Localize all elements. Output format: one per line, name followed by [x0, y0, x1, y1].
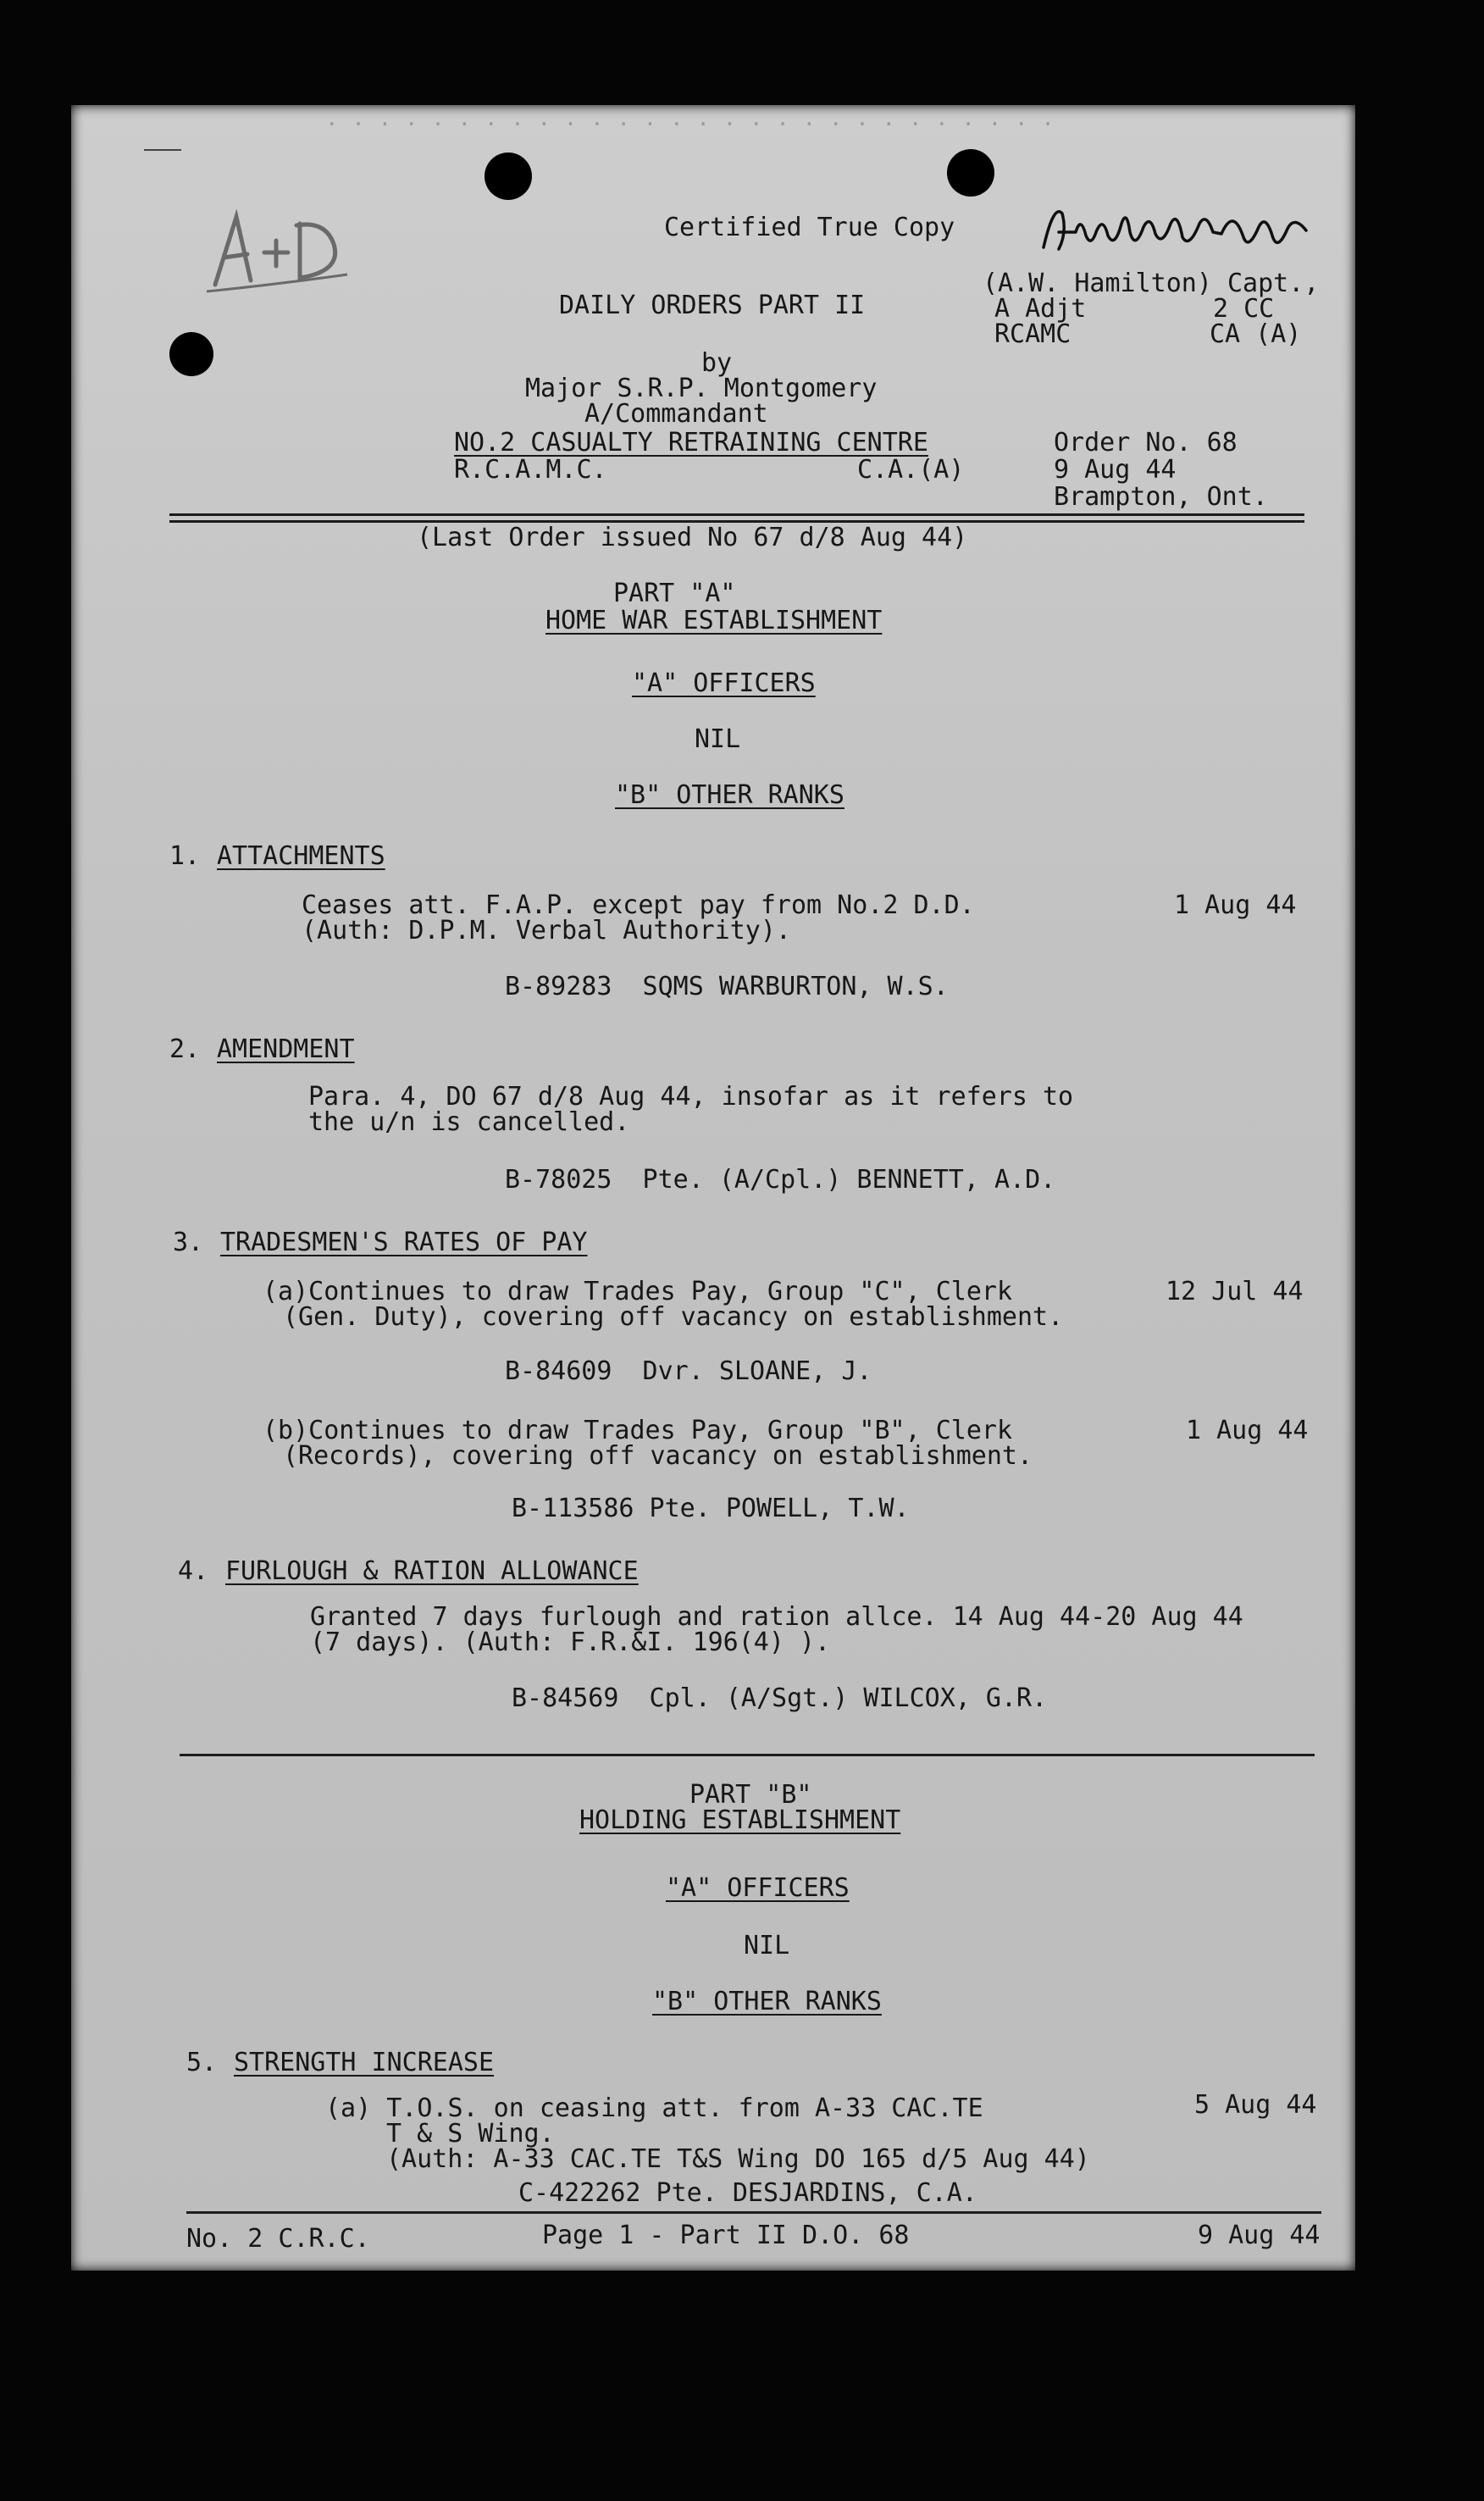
unit-abbr: R.C.A.M.C. — [454, 455, 607, 485]
part-a-officers: "A" OFFICERS — [632, 668, 816, 698]
officer-role: A/Commandant — [584, 399, 768, 429]
part-divider — [180, 1754, 1315, 1756]
soldier-entry: B-78025 Pte. (A/Cpl.) BENNETT, A.D. — [505, 1165, 1056, 1195]
soldier-entry: B-113586 Pte. POWELL, T.W. — [512, 1494, 910, 1523]
effective-date: 1 Aug 44 — [1186, 1416, 1309, 1445]
punch-hole — [485, 152, 532, 200]
document-page — [71, 105, 1355, 2271]
section-text: (Gen. Duty), covering off vacancy on establishment. — [283, 1302, 1064, 1332]
section-text: Para. 4, DO 67 d/8 Aug 44, insofar as it refers to — [308, 1082, 1074, 1112]
by-label: by — [701, 348, 733, 378]
adjutant-ca: CA (A) — [1210, 319, 1302, 349]
effective-date: 12 Jul 44 — [1166, 1277, 1304, 1306]
last-order-note: (Last Order issued No 67 d/8 Aug 44) — [417, 523, 968, 552]
adjutant-name: (A.W. Hamilton) Capt., — [983, 269, 1320, 298]
part-b-officers: "A" OFFICERS — [666, 1873, 850, 1903]
footer-date: 9 Aug 44 — [1198, 2221, 1321, 2250]
section-number: 4. — [178, 1556, 209, 1586]
part-a-other-ranks: "B" OTHER RANKS — [615, 780, 844, 810]
order-number: Order No. 68 — [1054, 428, 1238, 458]
punch-hole — [947, 149, 994, 197]
unit-ca: C.A.(A) — [857, 455, 965, 485]
unit-name: NO.2 CASUALTY RETRAINING CENTRE — [454, 428, 928, 458]
certified-label: Certified True Copy — [664, 213, 955, 242]
section-title-strength: STRENGTH INCREASE — [234, 2048, 495, 2077]
section-title-furlough: FURLOUGH & RATION ALLOWANCE — [225, 1556, 639, 1586]
effective-date: 1 Aug 44 — [1174, 890, 1297, 920]
section-text: (a) T.O.S. on ceasing att. from A-33 CAC.TE — [325, 2093, 983, 2123]
soldier-entry: B-89283 SQMS WARBURTON, W.S. — [505, 972, 949, 1001]
footer-page: Page 1 - Part II D.O. 68 — [542, 2221, 910, 2250]
section-text: the u/n is cancelled. — [308, 1107, 630, 1137]
footer-unit: No. 2 C.R.C. — [186, 2224, 370, 2254]
document-title: DAILY ORDERS PART II — [559, 291, 866, 320]
section-title-tradesmen: TRADESMEN'S RATES OF PAY — [220, 1228, 588, 1257]
soldier-entry: C-422262 Pte. DESJARDINS, C.A. — [518, 2178, 977, 2208]
section-number: 2. — [169, 1034, 201, 1064]
section-text: Ceases att. F.A.P. except pay from No.2 D.D. — [302, 890, 975, 920]
officer-name: Major S.R.P. Montgomery — [525, 374, 878, 403]
part-b-nil: NIL — [744, 1931, 790, 1960]
section-text: (Auth: A-33 CAC.TE T&S Wing DO 165 d/5 Aug 44) — [386, 2144, 1090, 2174]
signature — [1037, 198, 1316, 266]
handwritten-note — [198, 200, 359, 302]
section-title-amendment: AMENDMENT — [217, 1034, 355, 1064]
header-divider — [169, 513, 1304, 516]
section-text: Granted 7 days furlough and ration allce. 14 Aug 44-20 Aug 44 — [310, 1602, 1243, 1632]
adjutant-role: A Adjt — [994, 294, 1087, 324]
part-a-heading: PART "A" — [613, 579, 736, 608]
footer-divider — [186, 2211, 1321, 2214]
adjutant-rcamc: RCAMC — [994, 319, 1071, 349]
section-number: 1. — [169, 841, 201, 871]
section-number: 3. — [173, 1228, 204, 1257]
part-b-subheading: HOLDING ESTABLISHMENT — [579, 1805, 901, 1835]
section-title-attachments: ATTACHMENTS — [217, 841, 385, 871]
part-a-subheading: HOME WAR ESTABLISHMENT — [545, 606, 883, 635]
section-text: (7 days). (Auth: F.R.&I. 196(4) ). — [310, 1628, 831, 1657]
bleed-through-text: · · · · · · · · · · · · · · · · · · · · · · · · · · · · — [325, 112, 1055, 137]
part-b-heading: PART "B" — [689, 1780, 812, 1810]
stray-mark — [144, 149, 181, 151]
section-text: (a)Continues to draw Trades Pay, Group "C", Clerk — [263, 1277, 1013, 1306]
section-text: (b)Continues to draw Trades Pay, Group "B", Clerk — [263, 1416, 1013, 1445]
effective-date: 5 Aug 44 — [1194, 2090, 1317, 2120]
part-a-nil: NIL — [695, 724, 741, 754]
section-number: 5. — [186, 2048, 218, 2077]
section-text: (Auth: D.P.M. Verbal Authority). — [302, 916, 791, 946]
punch-hole — [169, 332, 213, 376]
soldier-entry: B-84609 Dvr. SLOANE, J. — [505, 1356, 872, 1386]
section-text: (Records), covering off vacancy on establishment. — [283, 1441, 1033, 1471]
soldier-entry: B-84569 Cpl. (A/Sgt.) WILCOX, G.R. — [512, 1683, 1048, 1713]
part-b-other-ranks: "B" OTHER RANKS — [652, 1987, 882, 2016]
order-date: 9 Aug 44 — [1054, 455, 1177, 485]
section-text: T & S Wing. — [386, 2119, 555, 2149]
adjutant-cc: 2 CC — [1213, 294, 1275, 324]
order-place: Brampton, Ont. — [1054, 482, 1268, 512]
